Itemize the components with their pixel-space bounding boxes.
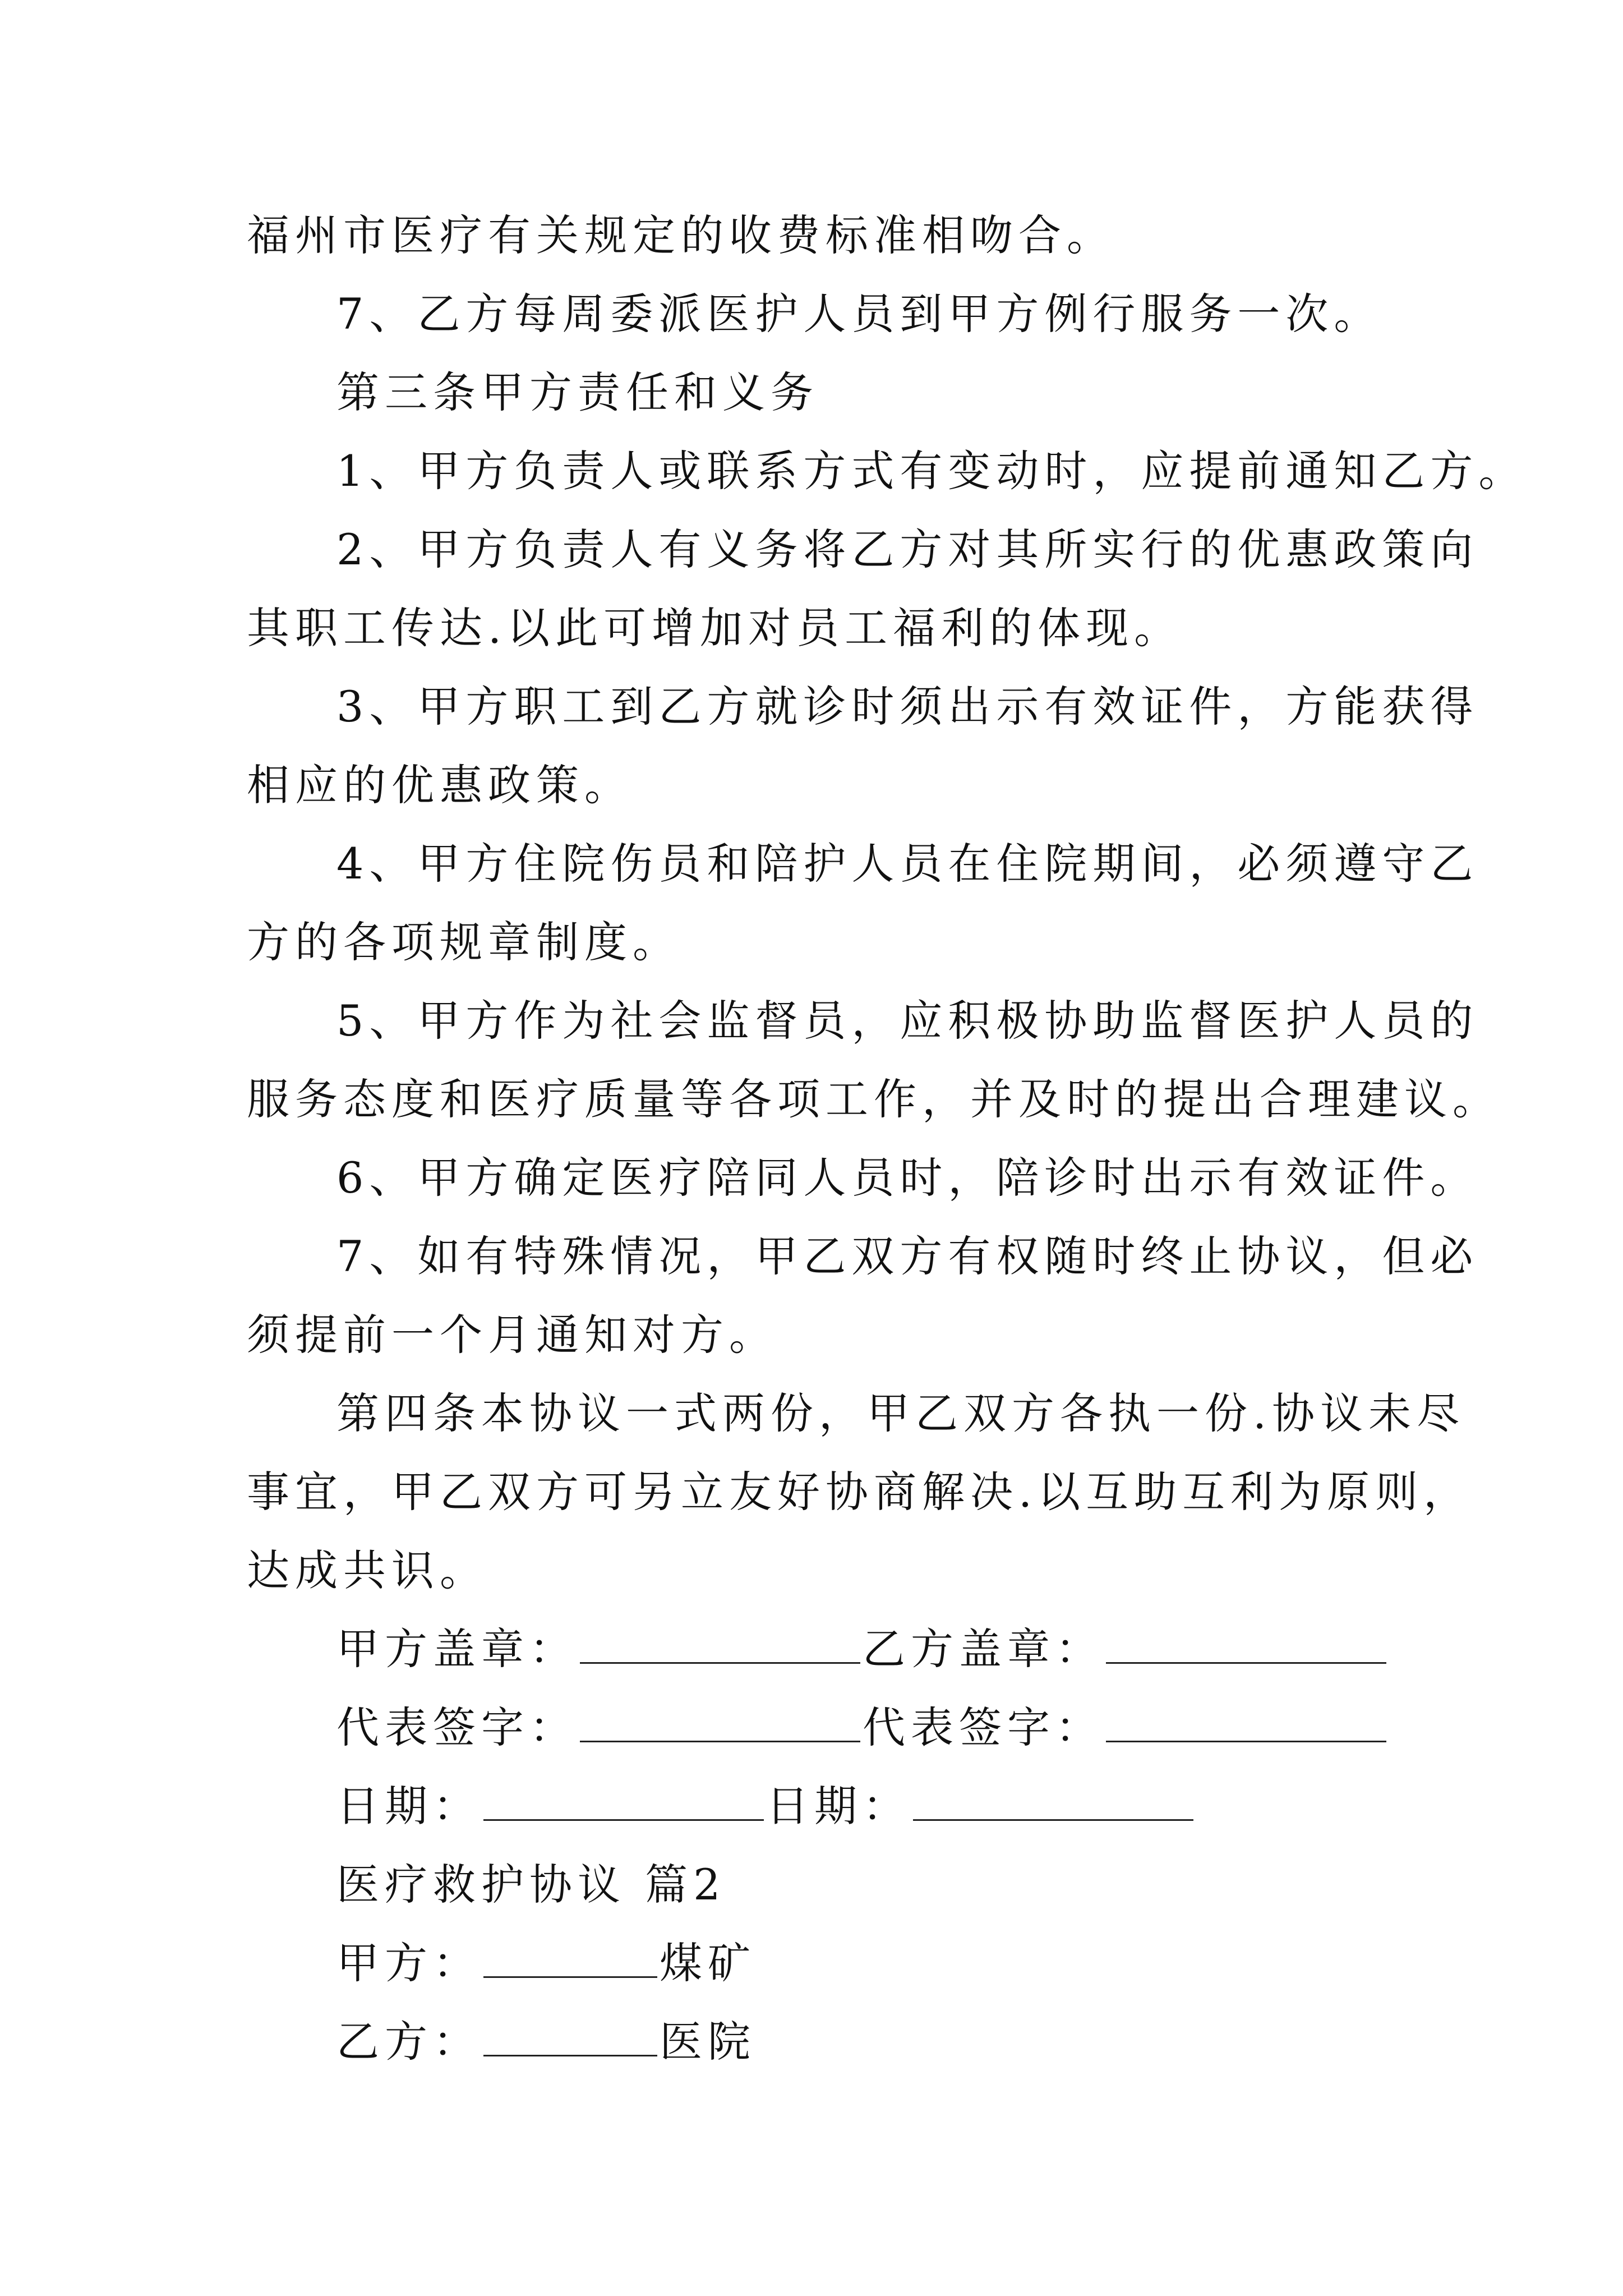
party-a-date-label: 日期：	[336, 1781, 481, 1831]
party-b-seal-label: 乙方盖章：	[863, 1624, 1104, 1674]
section2-party-b-row	[336, 2014, 756, 2070]
party-b-rep-label: 代表签字：	[863, 1703, 1104, 1752]
text-line-10: 方的各项规章制度。	[247, 917, 681, 967]
text-line-6: 其职工传达.以此可增加对员工福利的体现。	[247, 603, 1183, 653]
party-a-date-blank	[483, 1780, 764, 1821]
text-line-18: 达成共识。	[247, 1545, 488, 1595]
section2-title: 医疗救护协议 篇2	[336, 1860, 726, 1910]
seal-row	[336, 1621, 1389, 1677]
date-row	[336, 1778, 1196, 1834]
section-heading-3: 第三条甲方责任和义务	[336, 367, 819, 417]
section2-party-b-label: 乙方：	[336, 2017, 481, 2067]
party-a-seal-label: 甲方盖章：	[336, 1624, 578, 1674]
section-heading-16: 第四条本协议一式两份，甲乙双方各执一份.协议未尽	[336, 1388, 1465, 1438]
text-line-15: 须提前一个月通知对方。	[247, 1310, 777, 1360]
section2-party-a-blank	[483, 1937, 657, 1978]
party-b-date-blank	[913, 1780, 1193, 1821]
party-a-rep-blank	[580, 1701, 860, 1742]
section2-party-a-row	[336, 1935, 756, 1991]
text-line-9: 4、甲方住院伤员和陪护人员在住院期间，必须遵守乙	[336, 839, 1479, 889]
text-line-4: 1、甲方负责人或联系方式有变动时，应提前通知乙方。	[336, 446, 1527, 496]
text-line-11: 5、甲方作为社会监督员，应积极协助监督医护人员的	[336, 996, 1479, 1046]
text-line-12: 服务态度和医疗质量等各项工作，并及时的提出合理建议。	[247, 1074, 1501, 1124]
text-line-8: 相应的优惠政策。	[247, 760, 633, 810]
text-line-13: 6、甲方确定医疗陪同人员时，陪诊时出示有效证件。	[336, 1153, 1479, 1203]
party-a-seal-blank	[580, 1623, 860, 1664]
section2-party-a-suffix: 煤矿	[660, 1938, 756, 1988]
section2-party-b-blank	[483, 2016, 657, 2056]
party-b-date-label: 日期：	[766, 1781, 911, 1831]
text-line-1: 福州市医疗有关规定的收费标准相吻合。	[247, 210, 1115, 260]
text-line-2: 7、乙方每周委派医护人员到甲方例行服务一次。	[336, 289, 1382, 339]
text-line-7: 3、甲方职工到乙方就诊时须出示有效证件，方能获得	[336, 682, 1479, 731]
section2-party-b-suffix: 医院	[660, 2017, 756, 2067]
text-line-5: 2、甲方负责人有义务将乙方对其所实行的优惠政策向	[336, 524, 1479, 574]
section2-party-a-label: 甲方：	[336, 1938, 481, 1988]
party-b-rep-blank	[1106, 1701, 1386, 1742]
text-line-17: 事宜，甲乙双方可另立友好协商解决.以互助互利为原则，	[247, 1467, 1472, 1517]
party-b-seal-blank	[1106, 1623, 1386, 1664]
rep-sign-row	[336, 1700, 1389, 1756]
party-a-rep-label: 代表签字：	[336, 1703, 578, 1752]
text-line-14: 7、如有特殊情况，甲乙双方有权随时终止协议，但必	[336, 1231, 1479, 1281]
